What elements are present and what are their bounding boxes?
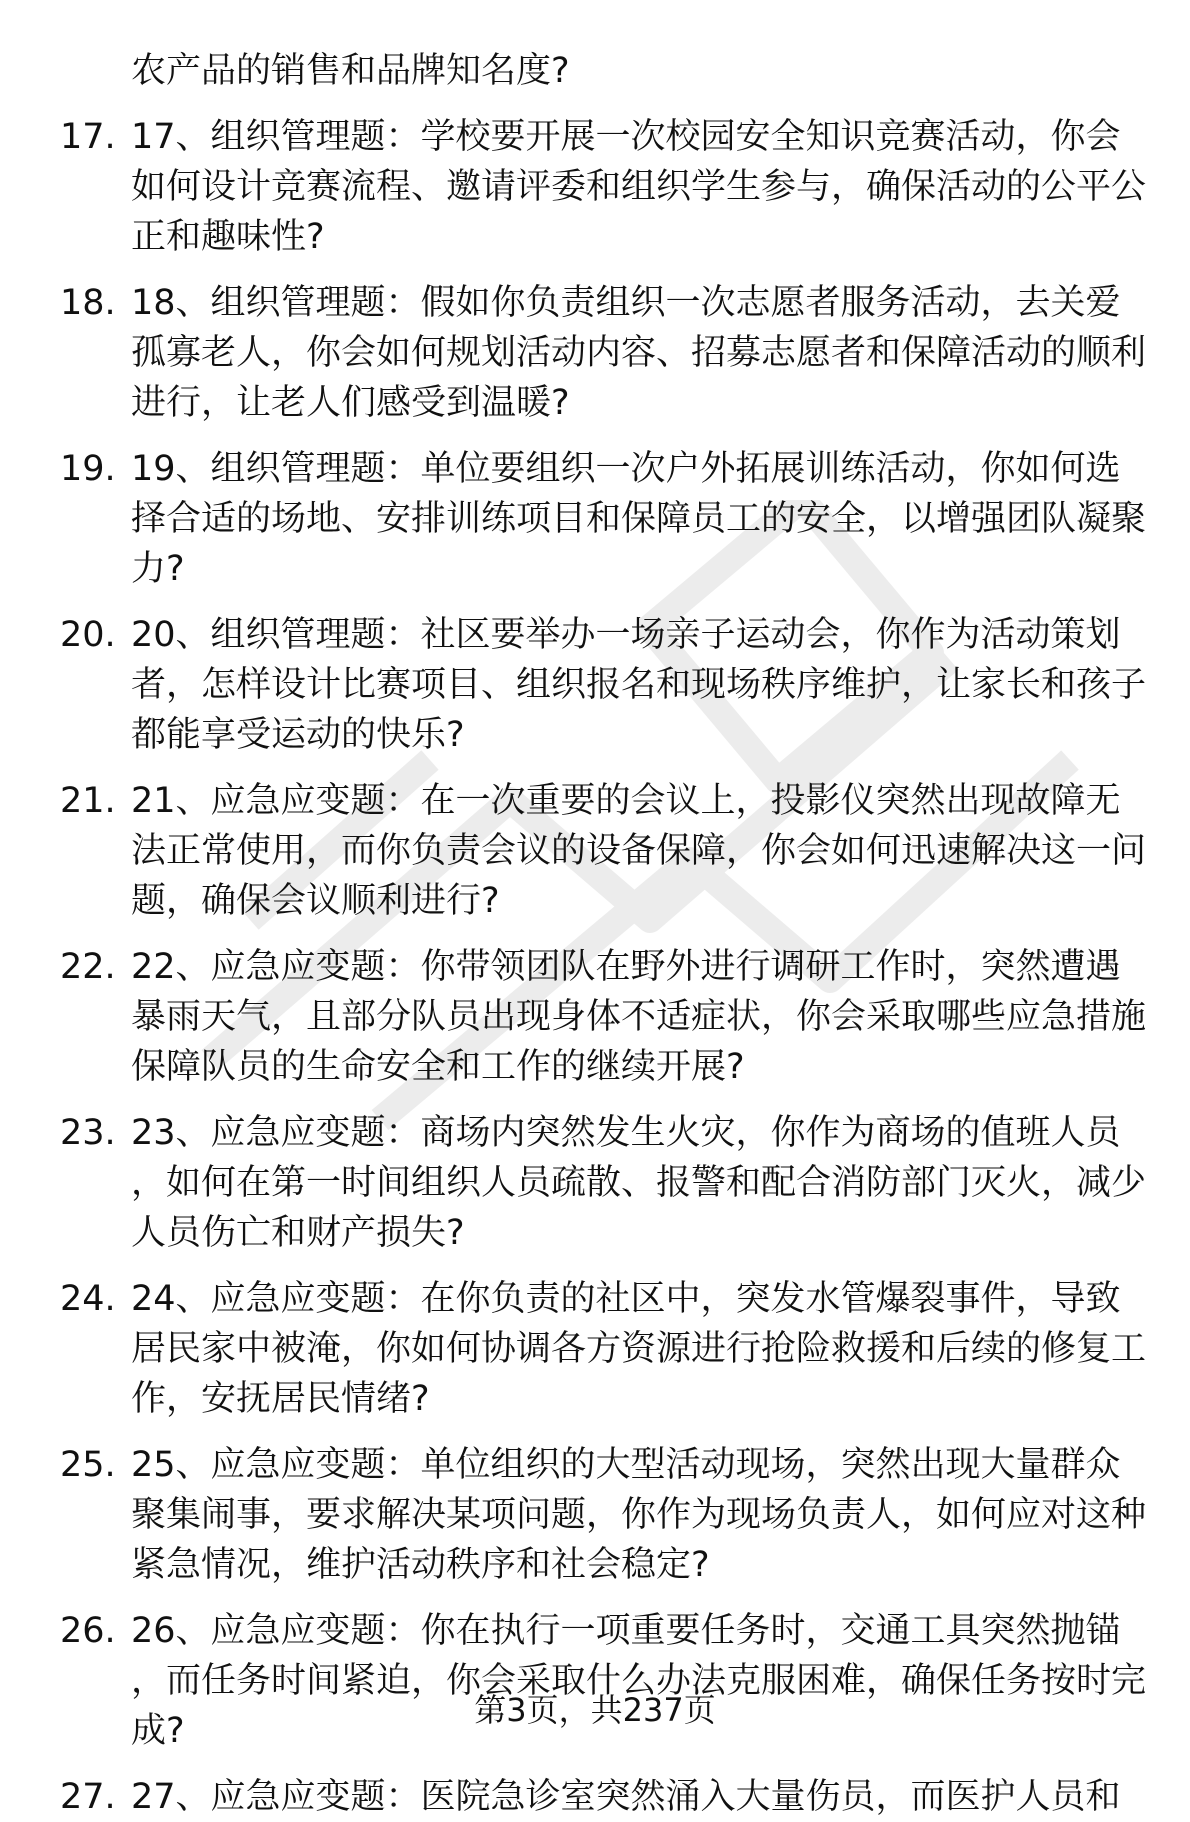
- question-text: 17、组织管理题：学校要开展一次校园安全知识竞赛活动，你会如何设计竞赛流程、邀请评委和组织学生参与，确保活动的公平公正和趣味性?: [131, 117, 1147, 257]
- question-text: 27、应急应变题：医院急诊室突然涌入大量伤员，而医护人员和: [131, 1777, 1121, 1817]
- question-text: 23、应急应变题：商场内突然发生火灾，你作为商场的值班人员，如何在第一时间组织人员疏散、报警和配合消防部门灭火，减少人员伤亡和财产损失?: [131, 1113, 1147, 1253]
- question-number: 25.: [60, 1445, 116, 1485]
- question-text: 21、应急应变题：在一次重要的会议上，投影仪突然出现故障无法正常使用，而你负责会议的设备保障，你会如何迅速解决这一问题，确保会议顺利进行?: [131, 781, 1147, 921]
- question-number: 26.: [60, 1611, 116, 1651]
- question-item: [60, 610, 1150, 760]
- question-text: 25、应急应变题：单位组织的大型活动现场，突然出现大量群众聚集闹事，要求解决某项问题，你作为现场负责人，如何应对这种紧急情况，维护活动秩序和社会稳定?: [131, 1445, 1147, 1585]
- question-item: [60, 776, 1150, 926]
- question-text: 24、应急应变题：在你负责的社区中，突发水管爆裂事件，导致居民家中被淹，你如何协调各方资源进行抢险救援和后续的修复工作，安抚居民情绪?: [131, 1279, 1147, 1419]
- question-text: 18、组织管理题：假如你负责组织一次志愿者服务活动，去关爱孤寡老人，你会如何规划活动内容、招募志愿者和保障活动的顺利进行，让老人们感受到温暖?: [131, 283, 1147, 423]
- question-item: [60, 1440, 1150, 1590]
- question-number: 17.: [60, 117, 116, 157]
- question-text: 26、应急应变题：你在执行一项重要任务时，交通工具突然抛锚，而任务时间紧迫，你会采取什么办法克服困难，确保任务按时完成?: [131, 1611, 1147, 1751]
- question-number: 19.: [60, 449, 116, 489]
- question-text: 22、应急应变题：你带领团队在野外进行调研工作时，突然遭遇暴雨天气，且部分队员出现身体不适症状，你会采取哪些应急措施保障队员的生命安全和工作的继续开展?: [131, 947, 1147, 1087]
- question-list: [60, 112, 1150, 1822]
- question-item: [60, 1274, 1150, 1424]
- question-number: 18.: [60, 283, 116, 323]
- question-number: 23.: [60, 1113, 116, 1153]
- question-item: [60, 278, 1150, 428]
- question-item: [60, 444, 1150, 594]
- question-text: 19、组织管理题：单位要组织一次户外拓展训练活动，你如何选择合适的场地、安排训练项目和保障员工的安全，以增强团队凝聚力?: [131, 449, 1147, 589]
- question-item: [60, 1108, 1150, 1258]
- question-number: 21.: [60, 781, 116, 821]
- question-item: [60, 942, 1150, 1092]
- question-number: 20.: [60, 615, 116, 655]
- question-number: 27.: [60, 1777, 116, 1817]
- question-item: [60, 1606, 1150, 1756]
- page-footer: 第3页，共237页: [474, 1691, 716, 1729]
- question-text: 20、组织管理题：社区要举办一场亲子运动会，你作为活动策划者，怎样设计比赛项目、组织报名和现场秩序维护，让家长和孩子都能享受运动的快乐?: [131, 615, 1147, 755]
- continued-paragraph: 农产品的销售和品牌知名度?: [131, 51, 570, 91]
- question-number: 22.: [60, 947, 116, 987]
- question-item: [60, 1772, 1150, 1822]
- question-item: [60, 112, 1150, 262]
- page-content: [60, 46, 1150, 1822]
- question-number: 24.: [60, 1279, 116, 1319]
